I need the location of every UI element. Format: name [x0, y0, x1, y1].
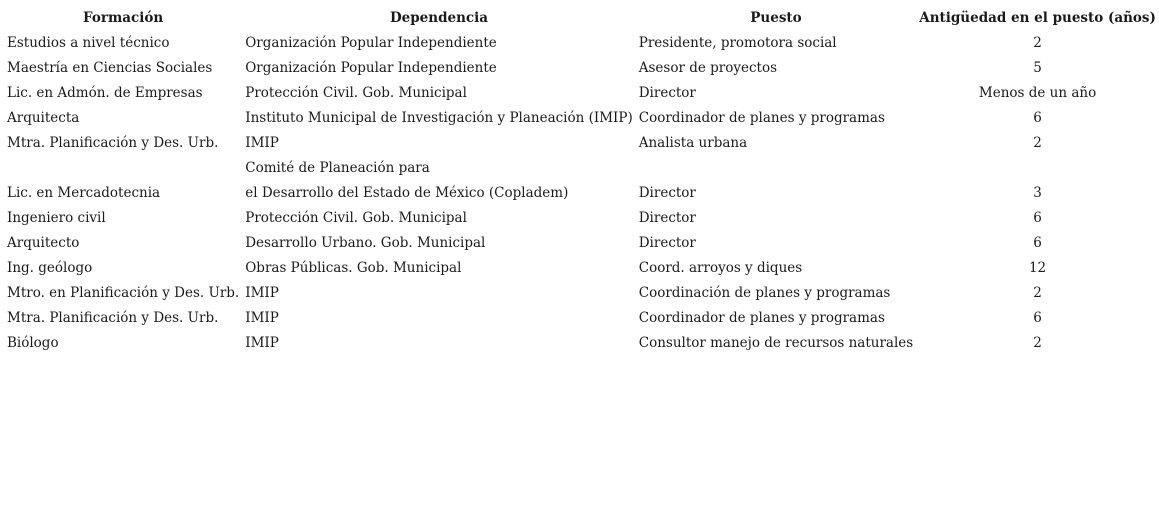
cell-antiguedad: 6	[1033, 109, 1042, 126]
cell-dependencia: IMIP	[245, 134, 279, 151]
table-body	[4, 30, 1159, 355]
table-row	[4, 230, 1159, 255]
cell-formacion: Maestría en Ciencias Sociales	[7, 59, 213, 76]
cell-puesto: Director	[638, 184, 696, 201]
cell-puesto: Asesor de proyectos	[638, 59, 778, 76]
cell-puesto: Director	[638, 209, 696, 226]
cell-antiguedad: Menos de un año	[978, 84, 1097, 101]
staff-table	[4, 5, 1159, 355]
table-row	[4, 305, 1159, 330]
cell-formacion: Ingeniero civil	[7, 209, 106, 226]
cell-formacion: Mtro. en Planificación y Des. Urb.	[7, 284, 240, 301]
cell-antiguedad: 2	[1033, 134, 1042, 151]
table-row	[4, 205, 1159, 230]
cell-antiguedad: 12	[1028, 259, 1047, 276]
cell-formacion: Lic. en Mercadotecnia	[7, 184, 161, 201]
cell-antiguedad: 6	[1033, 209, 1042, 226]
table-row	[4, 180, 1159, 205]
cell-puesto: Presidente, promotora social	[638, 34, 837, 51]
cell-dependencia: IMIP	[245, 284, 279, 301]
cell-dependencia: IMIP	[245, 309, 279, 326]
cell-puesto: Analista urbana	[638, 134, 748, 151]
cell-formacion: Mtra. Planificación y Des. Urb.	[7, 134, 219, 151]
cell-antiguedad: 2	[1033, 334, 1042, 351]
cell-puesto: Director	[638, 234, 696, 251]
header-puesto: Puesto	[750, 9, 802, 26]
cell-formacion: Ing. geólogo	[7, 259, 93, 276]
cell-antiguedad: 2	[1033, 34, 1042, 51]
table-row	[4, 330, 1159, 355]
cell-dependencia: Desarrollo Urbano. Gob. Municipal	[245, 234, 486, 251]
cell-dependencia: Comité de Planeación para	[245, 159, 430, 176]
header-row	[4, 5, 1159, 30]
header-antiguedad: Antigüedad en el puesto (años)	[919, 9, 1156, 26]
cell-puesto: Coordinador de planes y programas	[638, 109, 885, 126]
cell-puesto: Coord. arroyos y diques	[638, 259, 803, 276]
cell-formacion: Lic. en Admón. de Empresas	[7, 84, 203, 101]
cell-formacion: Biólogo	[7, 334, 59, 351]
cell-dependencia: Obras Públicas. Gob. Municipal	[245, 259, 462, 276]
cell-puesto: Consultor manejo de recursos naturales	[638, 334, 914, 351]
header-formacion: Formación	[83, 9, 164, 26]
cell-dependencia: Organización Popular Independiente	[245, 34, 497, 51]
cell-antiguedad: 5	[1033, 59, 1042, 76]
cell-formacion: Arquitecto	[7, 234, 80, 251]
cell-dependencia: IMIP	[245, 334, 279, 351]
cell-dependencia: Protección Civil. Gob. Municipal	[245, 84, 467, 101]
table-row	[4, 280, 1159, 305]
table-row	[4, 255, 1159, 280]
cell-dependencia: Protección Civil. Gob. Municipal	[245, 209, 467, 226]
cell-formacion	[4, 155, 242, 180]
table-row	[4, 30, 1159, 55]
table-row	[4, 155, 1159, 180]
cell-puesto	[636, 155, 916, 180]
cell-antiguedad: 2	[1033, 284, 1042, 301]
cell-formacion: Mtra. Planificación y Des. Urb.	[7, 309, 219, 326]
cell-antiguedad	[916, 155, 1159, 180]
cell-formacion: Estudios a nivel técnico	[7, 34, 170, 51]
cell-puesto: Director	[638, 84, 696, 101]
cell-antiguedad: 3	[1033, 184, 1042, 201]
cell-antiguedad: 6	[1033, 234, 1042, 251]
table-row	[4, 130, 1159, 155]
table-row	[4, 105, 1159, 130]
cell-puesto: Coordinador de planes y programas	[638, 309, 885, 326]
cell-dependencia: Organización Popular Independiente	[245, 59, 497, 76]
header-dependencia: Dependencia	[389, 9, 489, 26]
cell-formacion: Arquitecta	[7, 109, 80, 126]
cell-dependencia: el Desarrollo del Estado de México (Copladem)	[245, 184, 569, 201]
table-row	[4, 55, 1159, 80]
table-row	[4, 80, 1159, 105]
cell-antiguedad: 6	[1033, 309, 1042, 326]
cell-puesto: Coordinación de planes y programas	[638, 284, 891, 301]
cell-dependencia: Instituto Municipal de Investigación y Planeación (IMIP)	[245, 109, 633, 126]
